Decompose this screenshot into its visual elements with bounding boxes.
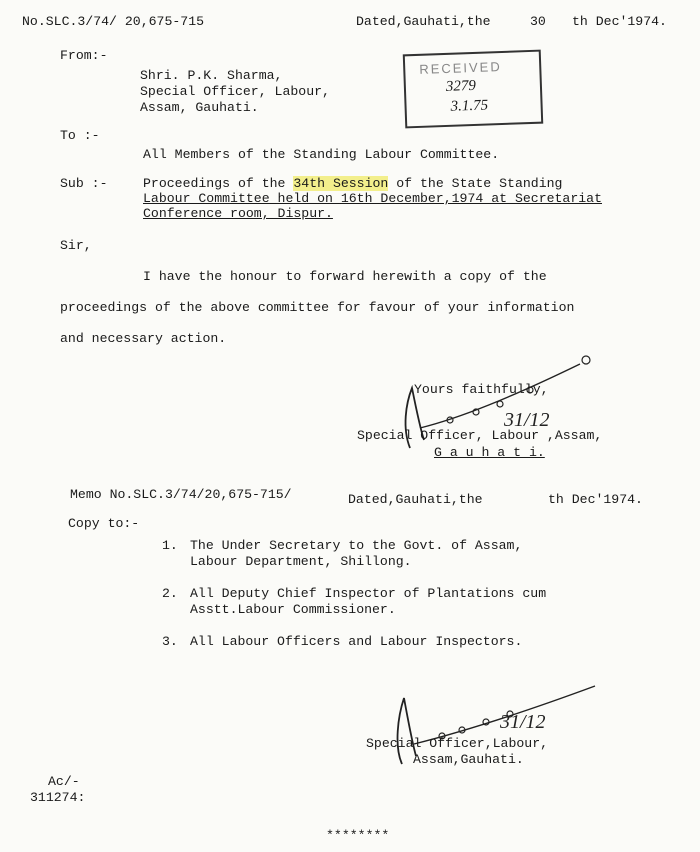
date-day: 30 (530, 14, 546, 29)
copy-item-2-line-2: Asstt.Labour Commissioner. (190, 602, 396, 617)
memo-month-year: th Dec'1974. (548, 492, 643, 507)
subject-line-2: Labour Committee held on 16th December,1974 at Secretariat (143, 191, 602, 206)
copy-item-1-line-1: The Under Secretary to the Govt. of Assam, (190, 538, 523, 553)
copy-item-3-line-1: All Labour Officers and Labour Inspectors. (190, 634, 523, 649)
to-label: To :- (60, 128, 100, 143)
received-stamp (403, 50, 543, 129)
body-line-3: and necessary action. (60, 331, 227, 346)
body-line-1: I have the honour to forward herewith a copy of the (143, 269, 547, 284)
copy-item-1-line-2: Labour Department, Shillong. (190, 554, 412, 569)
from-label: From:- (60, 48, 108, 63)
salutation: Sir, (60, 238, 92, 253)
signature-1-date: 31/12 (504, 409, 550, 431)
subject-label: Sub :- (60, 176, 108, 191)
signature-2-date: 31/12 (500, 711, 546, 733)
subject-line-1: Proceedings of the 34th Session of the State Standing (143, 176, 563, 191)
copy-item-3-number: 3. (162, 634, 178, 649)
memo-reference: Memo No.SLC.3/74/20,675-715/ (70, 487, 292, 502)
initials: Ac/- (48, 774, 80, 789)
highlighted-session: 34th Session (293, 176, 389, 191)
yours-faithfully: Yours faithfully, (414, 382, 549, 397)
copy-item-1-number: 1. (162, 538, 178, 553)
closing-stars: ******** (326, 828, 390, 843)
copy-item-2-line-1: All Deputy Chief Inspector of Plantations cum (190, 586, 547, 601)
dispatch-code: 311274: (30, 790, 86, 805)
from-name: Shri. P.K. Sharma, (140, 68, 283, 83)
stamp-number: 3279 (445, 77, 477, 95)
from-location: Assam, Gauhati. (140, 100, 259, 115)
subject-line-3: Conference room, Dispur. (143, 206, 333, 221)
signatory-2-place: Assam,Gauhati. (413, 752, 524, 767)
copy-item-2-number: 2. (162, 586, 178, 601)
date-month-year: th Dec'1974. (572, 14, 667, 29)
to-recipients: All Members of the Standing Labour Committee. (143, 147, 500, 162)
reference-number: No.SLC.3/74/ 20,675-715 (22, 14, 205, 29)
from-designation: Special Officer, Labour, (140, 84, 330, 99)
memo-dated: Dated,Gauhati,the (348, 492, 483, 507)
signatory-place: G a u h a t i. (434, 445, 545, 460)
signatory-2-designation: Special Officer,Labour, (366, 736, 549, 751)
stamp-label: RECEIVED (419, 58, 502, 77)
date-label: Dated,Gauhati,the (356, 14, 491, 29)
body-line-2: proceedings of the above committee for favour of your information (60, 300, 575, 315)
copy-to-label: Copy to:- (68, 516, 140, 531)
signatory-designation: Special Officer, Labour ,Assam, (357, 428, 603, 443)
stamp-date: 3.1.75 (450, 97, 489, 115)
